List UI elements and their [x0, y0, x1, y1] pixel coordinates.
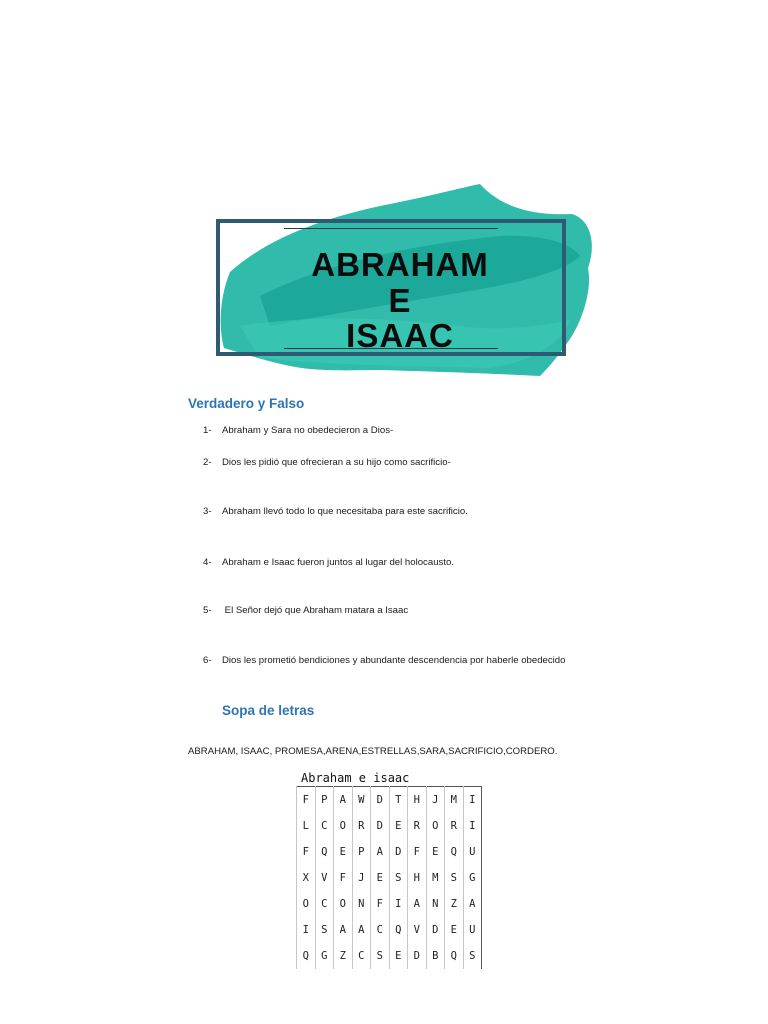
grid-cell: G [463, 865, 482, 891]
grid-cell: E [371, 865, 390, 891]
question-number: 4- [203, 557, 212, 568]
grid-cell: E [389, 943, 408, 969]
question-3 [203, 506, 468, 517]
grid-cell: R [408, 813, 427, 839]
grid-cell: N [352, 891, 371, 917]
grid-cell: S [389, 865, 408, 891]
grid-cell: E [426, 839, 445, 865]
grid-cell: C [315, 891, 334, 917]
grid-cell: A [334, 917, 353, 943]
grid-cell: A [352, 917, 371, 943]
word-search-heading: Sopa de letras [222, 703, 315, 718]
grid-cell: U [463, 917, 482, 943]
grid-cell: I [463, 787, 482, 814]
question-2 [203, 457, 451, 468]
frame-rule-top [284, 228, 498, 229]
grid-cell: C [371, 917, 390, 943]
grid-cell: D [371, 787, 390, 814]
grid-cell: S [445, 865, 464, 891]
grid-cell: Q [445, 839, 464, 865]
question-text: Dios les prometió bendiciones y abundante descendencia por haberle obedecido [222, 655, 566, 666]
question-4 [203, 557, 454, 568]
true-false-heading: Verdadero y Falso [188, 396, 305, 411]
grid-cell: P [315, 787, 334, 814]
grid-cell: X [297, 865, 316, 891]
grid-cell: Q [389, 917, 408, 943]
grid-cell: H [408, 865, 427, 891]
grid-title: Abraham e isaac [301, 771, 410, 785]
grid-cell: O [426, 813, 445, 839]
grid-row [297, 891, 482, 917]
grid-cell: O [334, 813, 353, 839]
grid-cell: D [389, 839, 408, 865]
grid-cell: Z [334, 943, 353, 969]
grid-cell: E [334, 839, 353, 865]
grid-cell: Q [297, 943, 316, 969]
grid-row [297, 839, 482, 865]
grid-cell: J [352, 865, 371, 891]
grid-cell: G [315, 943, 334, 969]
question-text: Dios les pidió que ofrecieran a su hijo como sacrificio- [222, 457, 451, 468]
grid-cell: T [389, 787, 408, 814]
grid-cell: R [352, 813, 371, 839]
grid-cell: M [445, 787, 464, 814]
grid-cell: S [315, 917, 334, 943]
grid-cell: E [445, 917, 464, 943]
grid-cell: I [297, 917, 316, 943]
grid-cell: F [371, 891, 390, 917]
question-number: 6- [203, 655, 212, 666]
grid-cell: F [297, 839, 316, 865]
question-number: 1- [203, 425, 212, 436]
grid-cell: Q [315, 839, 334, 865]
grid-cell: O [297, 891, 316, 917]
question-text: Abraham llevó todo lo que necesitaba para este sacrificio. [222, 506, 468, 517]
question-text: Abraham y Sara no obedecieron a Dios- [222, 425, 394, 436]
grid-cell: V [408, 917, 427, 943]
grid-cell: C [352, 943, 371, 969]
grid-cell: F [297, 787, 316, 814]
question-1 [203, 425, 393, 436]
grid-cell: S [371, 943, 390, 969]
question-number: 3- [203, 506, 212, 517]
grid-cell: J [426, 787, 445, 814]
grid-cell: S [463, 943, 482, 969]
question-number: 5- [203, 605, 212, 616]
grid-cell: Z [445, 891, 464, 917]
grid-cell: N [426, 891, 445, 917]
grid-cell: P [352, 839, 371, 865]
question-text: El Señor dejó que Abraham matara a Isaac [222, 605, 409, 616]
grid-cell: D [408, 943, 427, 969]
banner-title-line-1: ABRAHAM [311, 246, 489, 283]
word-list: ABRAHAM, ISAAC, PROMESA,ARENA,ESTRELLAS,SARA,SACRIFICIO,CORDERO. [188, 746, 558, 757]
grid-cell: B [426, 943, 445, 969]
grid-cell: Q [445, 943, 464, 969]
grid-row [297, 787, 482, 814]
banner-title-line-2: E [388, 282, 412, 319]
grid-cell: A [463, 891, 482, 917]
grid-cell: U [463, 839, 482, 865]
grid-row [297, 865, 482, 891]
grid-cell: D [371, 813, 390, 839]
grid-cell: O [334, 891, 353, 917]
grid-row [297, 943, 482, 969]
grid-cell: E [389, 813, 408, 839]
question-6 [203, 655, 565, 666]
grid-cell: V [315, 865, 334, 891]
grid-cell: F [408, 839, 427, 865]
grid-cell: A [334, 787, 353, 814]
banner-title-line-3: ISAAC [346, 317, 454, 354]
question-text: Abraham e Isaac fueron juntos al lugar del holocausto. [222, 557, 454, 568]
word-search-grid [296, 786, 482, 969]
grid-cell: M [426, 865, 445, 891]
grid-cell: I [389, 891, 408, 917]
grid-cell: A [408, 891, 427, 917]
grid-cell: R [445, 813, 464, 839]
grid-cell: L [297, 813, 316, 839]
question-5 [203, 605, 408, 616]
grid-row [297, 813, 482, 839]
grid-cell: I [463, 813, 482, 839]
grid-cell: F [334, 865, 353, 891]
question-number: 2- [203, 457, 212, 468]
grid-cell: D [426, 917, 445, 943]
title-banner [200, 176, 600, 382]
grid-cell: C [315, 813, 334, 839]
grid-cell: A [371, 839, 390, 865]
grid-cell: W [352, 787, 371, 814]
grid-row [297, 917, 482, 943]
grid-cell: H [408, 787, 427, 814]
